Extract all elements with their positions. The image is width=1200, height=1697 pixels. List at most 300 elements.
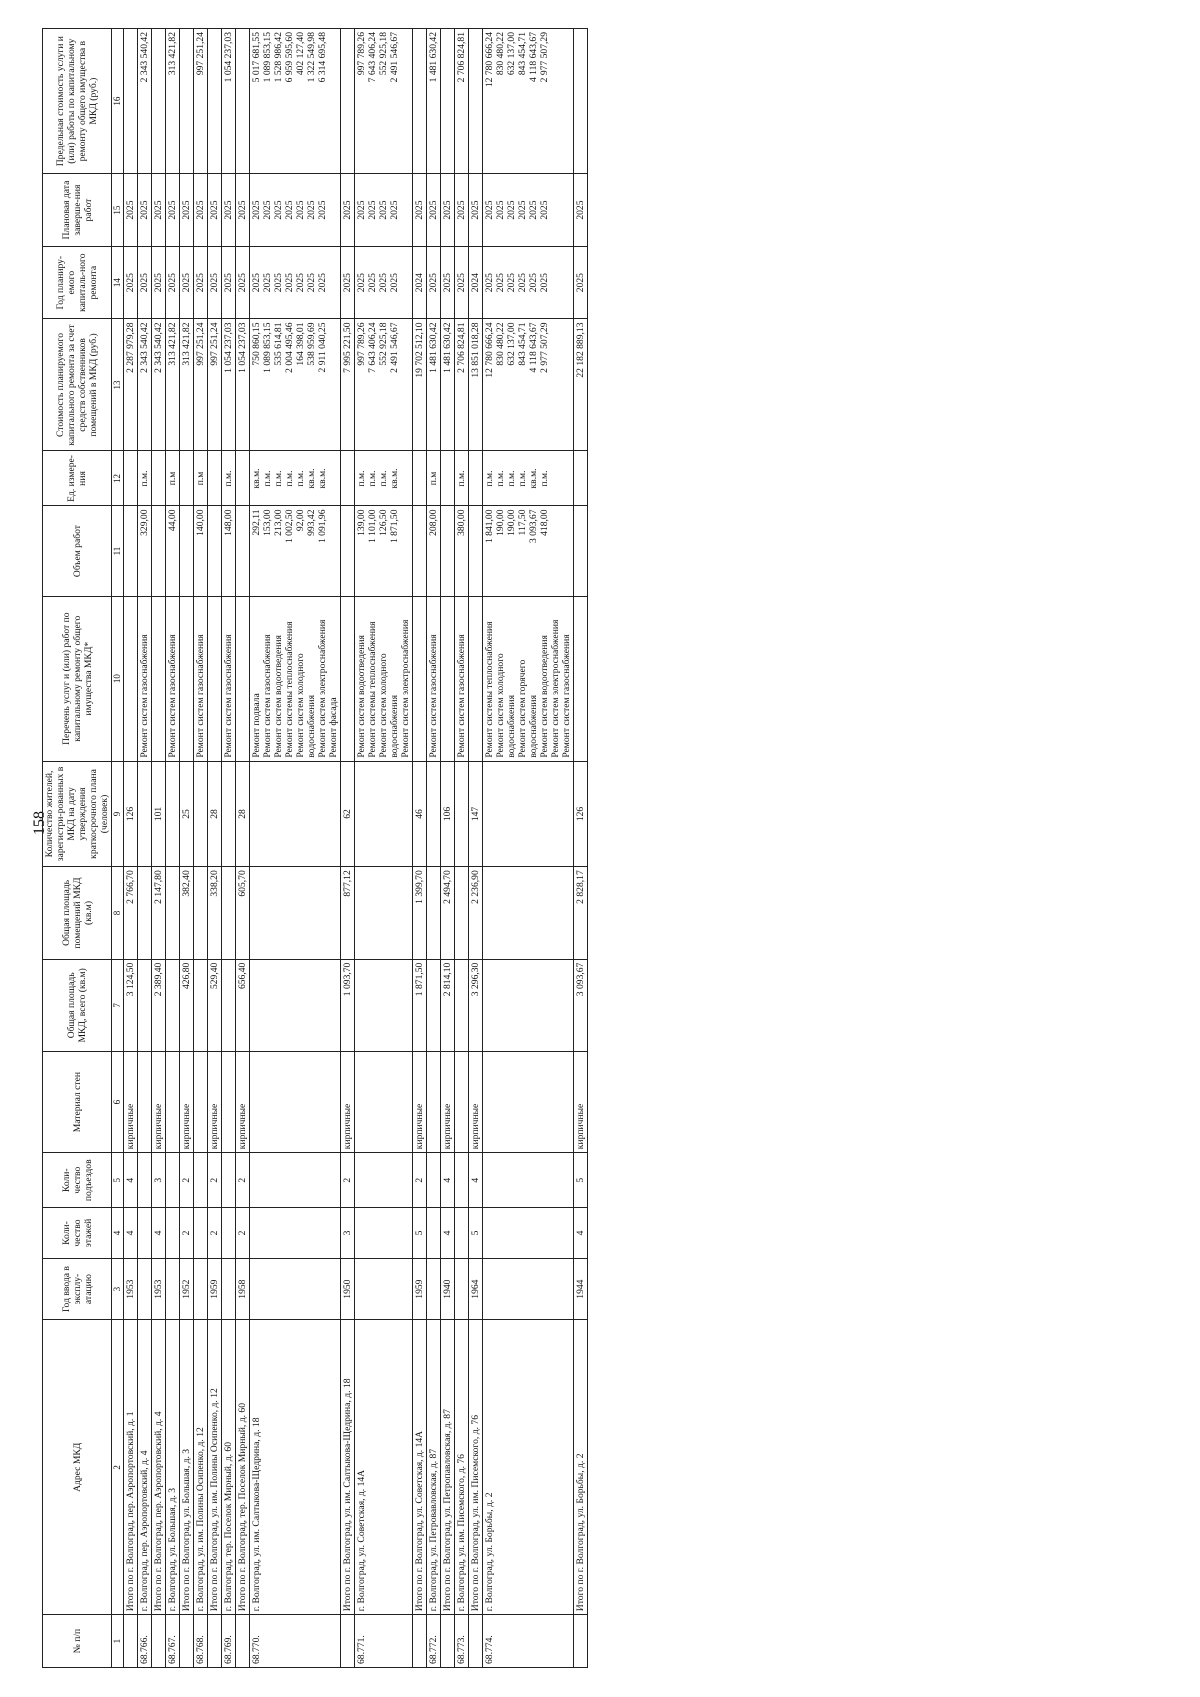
cell-entr: 2 [341, 1153, 355, 1208]
cell-limit [341, 29, 355, 174]
cell-cost: 313 421,82 [166, 319, 180, 451]
cell-end: 2025 2025 2025 2025 2025 2025 [483, 174, 574, 247]
cell-area [222, 959, 236, 1051]
cell-volume [469, 506, 483, 596]
cell-area [355, 959, 413, 1051]
cell-area: 3 124,50 [124, 959, 138, 1051]
cell-year [166, 1258, 180, 1320]
cell-limit: 1 054 237,03 [222, 29, 236, 174]
cell-works [250, 596, 341, 761]
work-item: Ремонт систем газоснабжения [428, 634, 439, 758]
cell-walls [483, 1052, 574, 1153]
cell-addr: г. Волгоград, ул. им. Писемского, д. 76 [455, 1320, 469, 1615]
cell-floors: 4 [152, 1208, 166, 1259]
cell-floors: 3 [341, 1208, 355, 1259]
cell-num: 68.773. [455, 1615, 469, 1668]
cell-floors: 5 [469, 1208, 483, 1259]
cell-end: 2025 [441, 174, 455, 247]
cell-num [413, 1615, 427, 1668]
cell-cost: 313 421,82 [180, 319, 194, 451]
work-item: Ремонт систем электроснабжения [317, 619, 328, 758]
cell-num: 68.769. [222, 1615, 236, 1668]
cell-cost: 2 343 540,42 [138, 319, 152, 451]
cell-works [455, 596, 469, 761]
cell-residents: 126 [574, 761, 588, 867]
capital-repair-table [42, 28, 588, 1668]
cell-unit: п.м [194, 451, 208, 506]
cell-area_prem [166, 867, 180, 959]
cell-area_prem: 2 147,80 [152, 867, 166, 959]
cell-area_prem: 382,40 [180, 867, 194, 959]
cell-volume: 140,00 [194, 506, 208, 596]
cell-end: 2025 [574, 174, 588, 247]
cell-num: 68.770. [250, 1615, 341, 1668]
cell-unit [413, 451, 427, 506]
cell-walls [427, 1052, 441, 1153]
cell-unit: п.м. п.м. п.м. кв.м. [355, 451, 413, 506]
cell-volume: 208,00 [427, 506, 441, 596]
cell-volume: 380,00 [455, 506, 469, 596]
cell-addr: г. Волгоград, ул. Петровавловская, д. 87 [427, 1320, 441, 1615]
cell-unit: п.м [166, 451, 180, 506]
cell-residents [483, 761, 574, 867]
cell-addr: г. Волгоград, ул. Борьбы, д. 2 [483, 1320, 574, 1615]
work-item: Ремонт систем водоотведения [539, 635, 550, 758]
cell-area_prem: 2 236,90 [469, 867, 483, 959]
cell-year [427, 1258, 441, 1320]
cell-limit: 12 780 666,24 830 480,22 632 137,00 843 454,71 4 118 643,67 2 977 507,29 [483, 29, 574, 174]
cell-entr [138, 1153, 152, 1208]
cell-plan_year: 2025 [341, 246, 355, 319]
cell-works [355, 596, 413, 761]
table-row [138, 29, 152, 1668]
cell-entr: 4 [469, 1153, 483, 1208]
cell-num [441, 1615, 455, 1668]
cell-volume: 44,00 [166, 506, 180, 596]
cell-year: 1959 [208, 1258, 222, 1320]
work-item: Ремонт систем газоснабжения [223, 634, 234, 758]
work-item: Ремонт систем водоотведения [356, 635, 367, 758]
cell-limit [469, 29, 483, 174]
cell-plan_year: 2025 [455, 246, 469, 319]
column-header: Ед. измере-ния [43, 451, 112, 506]
total-row [208, 29, 222, 1668]
cell-year [194, 1258, 208, 1320]
cell-entr: 2 [208, 1153, 222, 1208]
cell-year: 1953 [124, 1258, 138, 1320]
cell-area: 3 093,67 [574, 959, 588, 1051]
cell-plan_year: 2025 [441, 246, 455, 319]
cell-volume [236, 506, 250, 596]
cell-floors [166, 1208, 180, 1259]
cell-residents: 62 [341, 761, 355, 867]
cell-plan_year: 2025 2025 2025 2025 [355, 246, 413, 319]
cell-walls [250, 1052, 341, 1153]
cell-works [138, 596, 152, 761]
cell-volume [124, 506, 138, 596]
cell-works [166, 596, 180, 761]
cell-addr: г. Волгоград, ул. Советская, д. 14А [355, 1320, 413, 1615]
cell-end: 2025 [341, 174, 355, 247]
cell-addr: г. Волгоград, пер. Аэропортовский, д. 4 [138, 1320, 152, 1615]
cell-area: 2 814,10 [441, 959, 455, 1051]
column-header: Предельная стоимость услуги и (или) работы по капитальному ремонту общего имущества в МКД (руб.) [43, 29, 112, 174]
cell-residents [138, 761, 152, 867]
work-item: Ремонт систем газоснабжения [167, 634, 178, 758]
cell-residents [427, 761, 441, 867]
cell-cost: 2 287 979,28 [124, 319, 138, 451]
cell-num: 68.774. [483, 1615, 574, 1668]
cell-area_prem: 2 828,17 [574, 867, 588, 959]
cell-volume [441, 506, 455, 596]
cell-residents [355, 761, 413, 867]
cell-area_prem [355, 867, 413, 959]
cell-cost: 7 995 221,50 [341, 319, 355, 451]
column-index: 4 [112, 1208, 124, 1259]
cell-area_prem [194, 867, 208, 959]
cell-num [180, 1615, 194, 1668]
column-header: Год планиру-емого капиталь-ного ремонта [43, 246, 112, 319]
column-header: Стоимость планируемого капитального ремонта за счет средств собственников помещений в МКД (руб.) [43, 319, 112, 451]
cell-entr [222, 1153, 236, 1208]
total-row [124, 29, 138, 1668]
cell-num: 68.766. [138, 1615, 152, 1668]
work-item: Ремонт систем холодного водоснабжения [495, 653, 517, 758]
cell-area: 529,40 [208, 959, 222, 1051]
column-index: 3 [112, 1258, 124, 1320]
cell-addr: Итого по г. Волгоград, ул. Петропавловская, д. 87 [441, 1320, 455, 1615]
cell-walls [222, 1052, 236, 1153]
cell-limit [413, 29, 427, 174]
cell-end: 2025 [180, 174, 194, 247]
cell-unit [236, 451, 250, 506]
cell-works [236, 596, 250, 761]
table-row [222, 29, 236, 1668]
cell-plan_year: 2025 [180, 246, 194, 319]
cell-works [124, 596, 138, 761]
column-index: 8 [112, 867, 124, 959]
cell-num: 68.768. [194, 1615, 208, 1668]
cell-works [341, 596, 355, 761]
work-item: Ремонт систем горячего водоснабжения [517, 659, 539, 758]
cell-cost: 2 706 824,81 [455, 319, 469, 451]
cell-end: 2025 [152, 174, 166, 247]
cell-num: 68.767. [166, 1615, 180, 1668]
cell-area_prem: 2 766,70 [124, 867, 138, 959]
cell-entr [166, 1153, 180, 1208]
cell-num [469, 1615, 483, 1668]
cell-addr: Итого по г. Волгоград, ул. им. Писемского, д. 76 [469, 1320, 483, 1615]
total-row [441, 29, 455, 1668]
cell-end: 2025 [166, 174, 180, 247]
cell-volume: 329,00 [138, 506, 152, 596]
column-index: 10 [112, 596, 124, 761]
cell-year: 1944 [574, 1258, 588, 1320]
table-row [194, 29, 208, 1668]
cell-plan_year: 2024 [413, 246, 427, 319]
cell-walls [166, 1052, 180, 1153]
cell-plan_year: 2025 2025 2025 2025 2025 2025 [483, 246, 574, 319]
cell-cost: 750 860,15 1 089 853,15 535 614,81 2 004 495,46 164 398,01 538 959,69 2 911 040,25 [250, 319, 341, 451]
cell-end: 2025 [469, 174, 483, 247]
cell-works [427, 596, 441, 761]
cell-entr: 4 [441, 1153, 455, 1208]
cell-limit [574, 29, 588, 174]
cell-addr: Итого по г. Волгоград, пер. Аэропортовский, д. 4 [152, 1320, 166, 1615]
cell-limit: 1 481 630,42 [427, 29, 441, 174]
cell-cost: 1 481 630,42 [441, 319, 455, 451]
cell-unit [124, 451, 138, 506]
cell-residents [250, 761, 341, 867]
cell-floors: 5 [413, 1208, 427, 1259]
cell-end: 2025 2025 2025 2025 2025 2025 2025 [250, 174, 341, 247]
column-index: 13 [112, 319, 124, 451]
cell-floors [455, 1208, 469, 1259]
cell-residents: 147 [469, 761, 483, 867]
cell-cost: 997 789,26 7 643 406,24 552 925,18 2 491 546,67 [355, 319, 413, 451]
cell-unit [574, 451, 588, 506]
cell-entr [483, 1153, 574, 1208]
cell-area_prem: 338,20 [208, 867, 222, 959]
cell-walls: кирпичные [180, 1052, 194, 1153]
cell-addr: Итого по г. Волгоград, ул. им. Полины Осипенко, д. 12 [208, 1320, 222, 1615]
cell-area [138, 959, 152, 1051]
work-item: Ремонт систем газоснабжения [139, 634, 150, 758]
column-index: 9 [112, 761, 124, 867]
cell-addr: Итого по г. Волгоград, пер. Аэропортовский, д. 1 [124, 1320, 138, 1615]
cell-num [574, 1615, 588, 1668]
cell-entr: 4 [124, 1153, 138, 1208]
column-header: Материал стен [43, 1052, 112, 1153]
cell-year [138, 1258, 152, 1320]
cell-plan_year: 2025 [138, 246, 152, 319]
cell-unit: п.м [427, 451, 441, 506]
cell-residents [166, 761, 180, 867]
cell-unit [441, 451, 455, 506]
cell-volume: 139,00 1 101,00 126,50 1 871,50 [355, 506, 413, 596]
cell-volume [574, 506, 588, 596]
cell-works [180, 596, 194, 761]
cell-limit: 997 251,24 [194, 29, 208, 174]
cell-area [455, 959, 469, 1051]
column-index: 7 [112, 959, 124, 1051]
column-index: 14 [112, 246, 124, 319]
cell-addr: г. Волгоград, ул. им. Салтыкова-Щедрина, д. 18 [250, 1320, 341, 1615]
cell-walls: кирпичные [469, 1052, 483, 1153]
cell-floors [250, 1208, 341, 1259]
page-number: 158 [31, 811, 48, 835]
cell-volume: 292,11 153,00 213,00 1 002,50 92,00 993,42 1 091,96 [250, 506, 341, 596]
cell-end: 2025 [194, 174, 208, 247]
cell-residents: 46 [413, 761, 427, 867]
total-row [413, 29, 427, 1668]
cell-floors [483, 1208, 574, 1259]
total-row [180, 29, 194, 1668]
cell-volume [152, 506, 166, 596]
cell-entr: 2 [180, 1153, 194, 1208]
cell-end: 2025 [208, 174, 222, 247]
work-item: Ремонт фасада [328, 697, 339, 758]
cell-area_prem: 1 399,70 [413, 867, 427, 959]
cell-plan_year: 2025 [427, 246, 441, 319]
cell-unit [152, 451, 166, 506]
column-header: Коли-чество подъездов [43, 1153, 112, 1208]
cell-year [483, 1258, 574, 1320]
cell-unit: п.м. [455, 451, 469, 506]
work-item: Ремонт систем газоснабжения [456, 634, 467, 758]
cell-walls: кирпичные [236, 1052, 250, 1153]
cell-walls: кирпичные [152, 1052, 166, 1153]
cell-cost: 12 780 666,24 830 480,22 632 137,00 843 454,71 4 118 643,67 2 977 507,29 [483, 319, 574, 451]
cell-year: 1940 [441, 1258, 455, 1320]
cell-floors: 4 [574, 1208, 588, 1259]
cell-year: 1950 [341, 1258, 355, 1320]
total-row [341, 29, 355, 1668]
cell-unit: п.м. п.м. п.м. п.м. кв.м. п.м. [483, 451, 574, 506]
cell-addr: г. Волгоград, тер. Поселок Мирный, д. 60 [222, 1320, 236, 1615]
cell-num [236, 1615, 250, 1668]
cell-limit [124, 29, 138, 174]
cell-floors: 4 [441, 1208, 455, 1259]
cell-walls [355, 1052, 413, 1153]
cell-addr: Итого по г. Волгоград, тер. Поселок Мирный, д. 60 [236, 1320, 250, 1615]
cell-area [427, 959, 441, 1051]
cell-area_prem [427, 867, 441, 959]
total-row [574, 29, 588, 1668]
work-item: Ремонт системы теплоснабжения [367, 621, 378, 758]
total-row [469, 29, 483, 1668]
cell-walls [455, 1052, 469, 1153]
cell-works [194, 596, 208, 761]
work-item: Ремонт систем газоснабжения [561, 634, 572, 758]
cell-residents: 28 [236, 761, 250, 867]
cell-unit: п.м. [222, 451, 236, 506]
cell-year: 1952 [180, 1258, 194, 1320]
cell-year [222, 1258, 236, 1320]
cell-entr [250, 1153, 341, 1208]
cell-entr: 5 [574, 1153, 588, 1208]
cell-floors: 2 [208, 1208, 222, 1259]
cell-end: 2025 [413, 174, 427, 247]
cell-residents [194, 761, 208, 867]
column-header: Коли-чество этажей [43, 1208, 112, 1259]
cell-addr: Итого по г. Волгоград, ул. Большая, д. 3 [180, 1320, 194, 1615]
cell-area [194, 959, 208, 1051]
work-item: Ремонт систем водоотведения [273, 635, 284, 758]
cell-limit: 2 706 824,81 [455, 29, 469, 174]
cell-year: 1953 [152, 1258, 166, 1320]
column-index: 15 [112, 174, 124, 247]
cell-limit: 313 421,82 [166, 29, 180, 174]
table-row [427, 29, 441, 1668]
cell-area: 426,80 [180, 959, 194, 1051]
column-header: Плановая дата заверше-ния работ [43, 174, 112, 247]
cell-volume: 1 841,00 190,00 190,00 117,50 3 093,67 418,00 [483, 506, 574, 596]
cell-volume [180, 506, 194, 596]
column-header: Общая площадь помещений МКД (кв.м) [43, 867, 112, 959]
cell-num [208, 1615, 222, 1668]
cell-works [208, 596, 222, 761]
cell-residents: 28 [208, 761, 222, 867]
cell-entr: 3 [152, 1153, 166, 1208]
cell-year [355, 1258, 413, 1320]
cell-end: 2025 [124, 174, 138, 247]
cell-area [166, 959, 180, 1051]
table-row [250, 29, 341, 1668]
work-item: Ремонт системы теплоснабжения [284, 621, 295, 758]
cell-walls: кирпичные [341, 1052, 355, 1153]
cell-cost: 2 343 540,42 [152, 319, 166, 451]
cell-limit [152, 29, 166, 174]
cell-residents: 25 [180, 761, 194, 867]
cell-year [250, 1258, 341, 1320]
cell-volume [208, 506, 222, 596]
column-header: Адрес МКД [43, 1320, 112, 1615]
cell-plan_year: 2025 [236, 246, 250, 319]
cell-walls: кирпичные [413, 1052, 427, 1153]
cell-volume [341, 506, 355, 596]
work-item: Ремонт систем электроснабжения [550, 619, 561, 758]
cell-floors [427, 1208, 441, 1259]
cell-plan_year: 2025 2025 2025 2025 2025 2025 2025 [250, 246, 341, 319]
column-index: 6 [112, 1052, 124, 1153]
cell-works [222, 596, 236, 761]
work-item: Ремонт системы теплоснабжения [484, 621, 495, 758]
column-index: 16 [112, 29, 124, 174]
cell-floors [138, 1208, 152, 1259]
cell-entr: 2 [413, 1153, 427, 1208]
work-item: Ремонт систем холодного водоснабжения [295, 653, 317, 758]
cell-residents [222, 761, 236, 867]
cell-unit [208, 451, 222, 506]
cell-area_prem [222, 867, 236, 959]
cell-walls [194, 1052, 208, 1153]
total-row [236, 29, 250, 1668]
cell-num [341, 1615, 355, 1668]
column-header: Объем работ [43, 506, 112, 596]
cell-entr: 2 [236, 1153, 250, 1208]
cell-entr [355, 1153, 413, 1208]
cell-walls: кирпичные [208, 1052, 222, 1153]
cell-works [574, 596, 588, 761]
cell-year: 1959 [413, 1258, 427, 1320]
column-index: 5 [112, 1153, 124, 1208]
column-index: 11 [112, 506, 124, 596]
column-header: Год ввода в эксплу-атацию [43, 1258, 112, 1320]
cell-floors: 2 [236, 1208, 250, 1259]
cell-area_prem: 877,12 [341, 867, 355, 959]
cell-unit [341, 451, 355, 506]
cell-residents: 106 [441, 761, 455, 867]
cell-addr: Итого по г. Волгоград, ул. Советская, д. 14А [413, 1320, 427, 1615]
cell-area: 2 389,40 [152, 959, 166, 1051]
cell-limit: 997 789,26 7 643 406,24 552 925,18 2 491 546,67 [355, 29, 413, 174]
cell-area: 656,40 [236, 959, 250, 1051]
cell-plan_year: 2025 [194, 246, 208, 319]
cell-addr: г. Волгоград, ул. им. Полины Осипенко, д. 12 [194, 1320, 208, 1615]
column-header: Перечень услуг и (или) работ по капитальному ремонту общего имущества МКД* [43, 596, 112, 761]
cell-volume: 148,00 [222, 506, 236, 596]
work-item: Ремонт систем электроснабжения [400, 619, 411, 758]
cell-cost: 19 702 512,10 [413, 319, 427, 451]
cell-residents [455, 761, 469, 867]
cell-limit [441, 29, 455, 174]
column-index: 12 [112, 451, 124, 506]
cell-num: 68.772. [427, 1615, 441, 1668]
cell-entr [455, 1153, 469, 1208]
work-item: Ремонт систем газоснабжения [262, 634, 273, 758]
cell-end: 2025 [427, 174, 441, 247]
